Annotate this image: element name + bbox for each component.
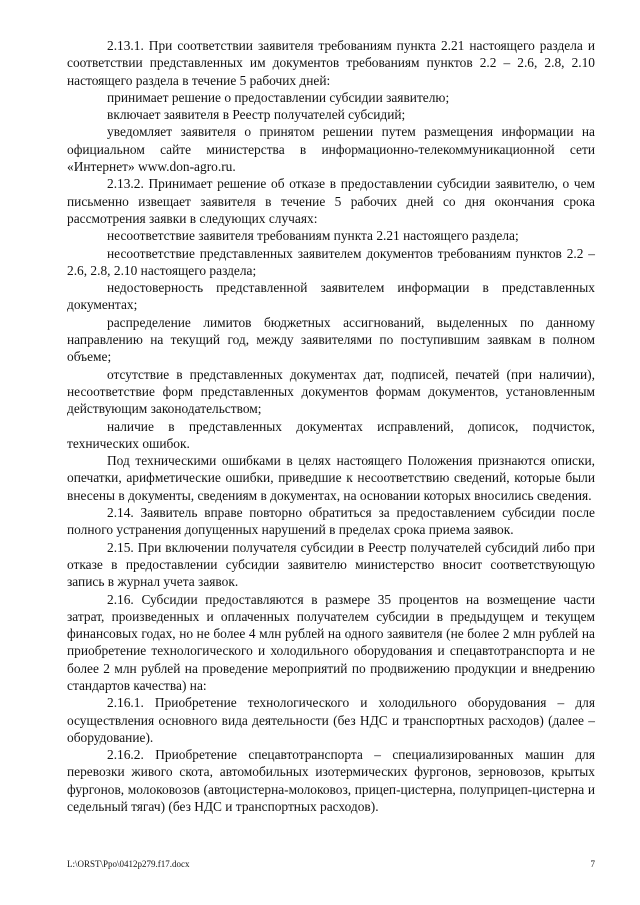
paragraph-2-15: 2.15. При включении получателя субсидии в Реестр получателей субсидий либо при отказе в предоставлении субсидии заявителю министерство вносит соответствующую запись в журнал учета заявок. [67, 539, 595, 590]
file-path: L:\ORST\Ppo\0412p279.f17.docx [67, 859, 190, 869]
paragraph-2-16-2: 2.16.2. Приобретение спецавтотранспорта – специализированных машин для перевозки живого скота, автомобильных изотермических фургонов, зерновозов, крытых фургонов, молоковозов (автоцистерна-молоковоз, прицеп-цистерна, полуприцеп-цистерна и седельный тягач) (без НДС и транспортных расходов). [67, 747, 595, 815]
paragraph-2-13-1: 2.13.1. При соответствии заявителя требованиям пункта 2.21 настоящего раздела и соответствии представленных им документов требованиям пунктов 2.2 – 2.6, 2.8, 2.10 настоящего раздела в течение 5 рабочих дней: [67, 38, 595, 88]
paragraph-reason-2: несоответствие представленных заявителем документов требованиям пунктов 2.2 – 2.6, 2.8, 2.10 настоящего раздела; [67, 245, 595, 278]
paragraph-2-16-1: 2.16.1. Приобретение технологического и холодильного оборудования – для осуществления основного вида деятельности (без НДС и транспортных расходов) (далее – оборудование). [67, 695, 595, 745]
paragraph-reason-3: недостоверность представленной заявителем информации в представленных документах; [67, 280, 595, 313]
document-body [67, 37, 595, 815]
paragraph-reason-5: отсутствие в представленных документах дат, подписей, печатей (при наличии), несоответствие форм представленных документов формам документов, установленным действующим законодательством; [67, 366, 595, 417]
paragraph-notify: уведомляет заявителя о принятом решении путем размещения информации на официальном сайте министерства в информационно-телекоммуникационной сети «Интернет» www.don-agro.ru. [67, 124, 595, 175]
paragraph-technical-errors: Под техническими ошибками в целях настоящего Положения признаются описки, опечатки, арифметические ошибки, приведшие к несоответствию сведений, которые были внесены в документы, сведениям в документах, на основании которых вносились сведения. [67, 453, 595, 503]
paragraph-2-16: 2.16. Субсидии предоставляются в размере 35 процентов на возмещение части затрат, произведенных и оплаченных получателем субсидии в предыдущем и текущем финансовых годах, но не более 4 млн рублей на одного заявителя (не более 2 млн рублей на приобретение технологического и холодильного оборудования и спецавтотранспорта и не более 2 млн рублей на проведение мероприятий по продвижению продукции и внедрению стандартов качества) на: [67, 591, 595, 693]
paragraph-2-13-2: 2.13.2. Принимает решение об отказе в предоставлении субсидии заявителю, о чем письменно извещает заявителя в течение 5 рабочих дней со дня окончания срока рассмотрения заявки в следующих случаях: [67, 176, 595, 226]
paragraph-decision: принимает решение о предоставлении субсидии заявителю; [107, 89, 450, 105]
paragraph-reason-6: наличие в представленных документах исправлений, дописок, подчисток, технических ошибок. [67, 418, 595, 451]
paragraph-2-14: 2.14. Заявитель вправе повторно обратиться за предоставлением субсидии после полного устранения допущенных нарушений в пределах срока приема заявок. [67, 505, 595, 538]
paragraph-reason-4: распределение лимитов бюджетных ассигнований, выделенных по данному направлению на текущий год, между заявителями по поступившим заявкам в полном объеме; [67, 314, 595, 365]
page-number: 7 [590, 859, 595, 869]
paragraph-reason-1: несоответствие заявителя требованиям пункта 2.21 настоящего раздела; [107, 228, 519, 244]
paragraph-registry: включает заявителя в Реестр получателей субсидий; [107, 107, 406, 123]
